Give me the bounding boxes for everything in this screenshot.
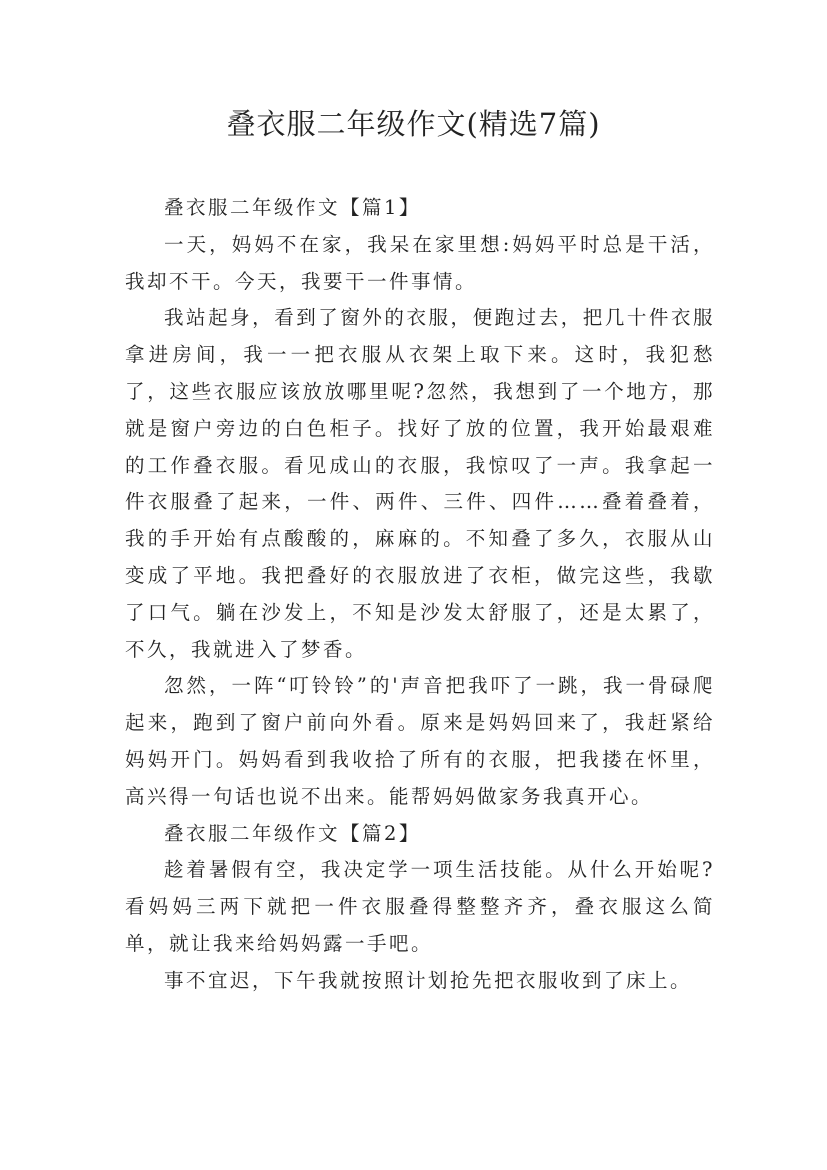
section-heading-2: 叠衣服二年级作文【篇2】 [164,821,421,845]
paragraph: 趁着暑假有空，我决定学一项生活技能。从什么开始呢?看妈妈三两下就把一件衣服叠得整整齐齐，叠衣服这么简单，就让我来给妈妈露一手吧。 [125,858,715,955]
paragraph: 事不宜迟，下午我就按照计划抢先把衣服收到了床上。 [164,968,693,992]
document-title: 叠衣服二年级作文(精选7篇) [226,107,601,141]
paragraph: 忽然，一阵“叮铃铃”的'声音把我吓了一跳，我一骨碌爬起来，跑到了窗户前向外看。原来是妈妈回来了，我赶紧给妈妈开门。妈妈看到我收拾了所有的衣服，把我搂在怀里，高兴得一句话也说不出来。能帮妈妈做家务我真开心。 [125,674,715,808]
paragraph: 我站起身，看到了窗外的衣服，便跑过去，把几十件衣服拿进房间，我一一把衣服从衣架上取下来。这时，我犯愁了，这些衣服应该放放哪里呢?忽然，我想到了一个地方，那就是窗户旁边的白色柜子。找好了放的位置，我开始最艰难的工作叠衣服。看见成山的衣服，我惊叹了一声。我拿起一件衣服叠了起来，一件、两件、三件、四件……叠着叠着，我的手开始有点酸酸的，麻麻的。不知叠了多久，衣服从山变成了平地。我把叠好的衣服放进了衣柜，做完这些，我歇了口气。躺在沙发上，不知是沙发太舒服了，还是太累了，不久，我就进入了梦香。 [125,306,715,661]
document-body [125,190,715,1000]
paragraph: 一天，妈妈不在家，我呆在家里想:妈妈平时总是干活，我却不干。今天，我要干一件事情。 [125,232,715,293]
section-heading-1: 叠衣服二年级作文【篇1】 [164,196,421,219]
